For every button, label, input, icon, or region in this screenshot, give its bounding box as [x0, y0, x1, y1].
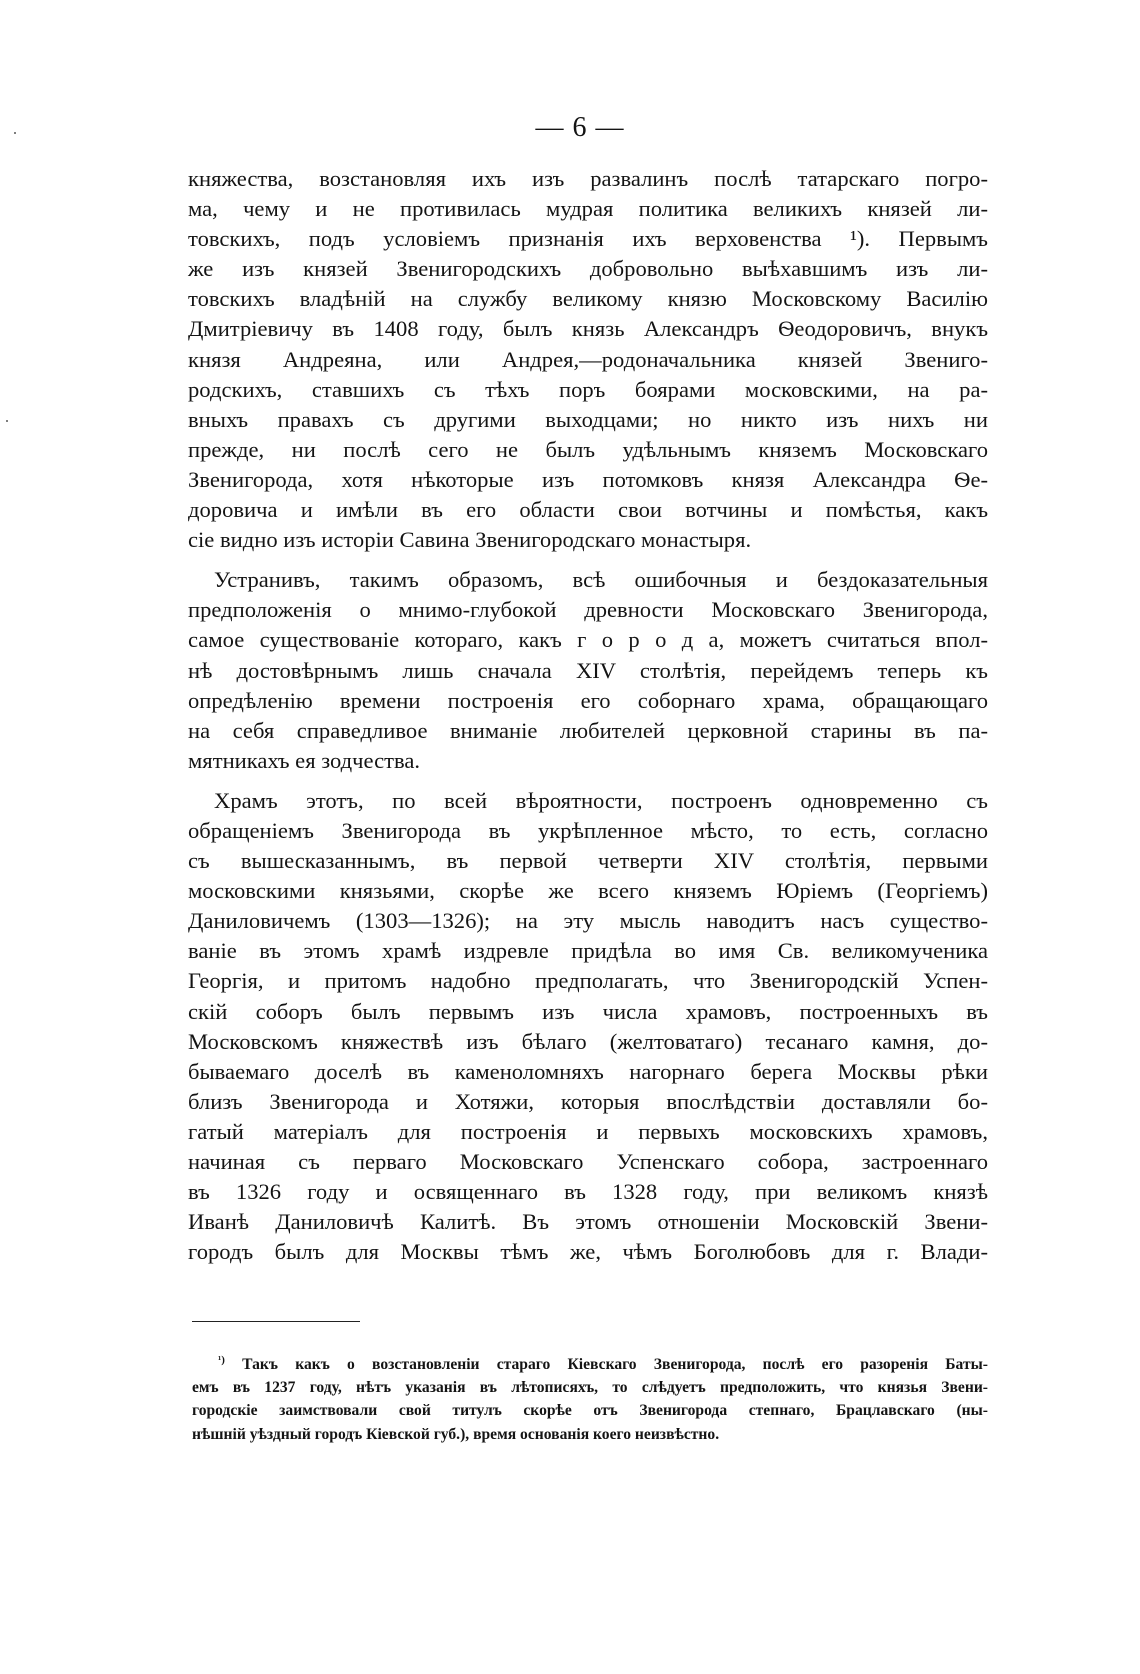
text-line: товскихъ, подъ условіемъ признанія ихъ верховенства ¹). Первымъ: [188, 226, 988, 252]
text-line: Московскомъ княжествѣ изъ бѣлаго (желтоватаго) тесанаго камня, до-: [188, 1028, 988, 1054]
footnote-line: городскіе заимствовали свой титулъ скорѣе отъ Звенигорода степнаго, Брацлавскаго (ны-: [192, 1402, 988, 1420]
text-line: обращеніемъ Звенигорода въ укрѣпленное мѣсто, то есть, согласно: [188, 817, 988, 843]
text-line: Устранивъ, такимъ образомъ, всѣ ошибочныя и бездоказательныя: [214, 567, 988, 593]
text-line: московскими князьями, скорѣе же всего княземъ Юріемъ (Георгіемъ): [188, 878, 988, 904]
text-line: Звенигорода, хотя нѣкоторые изъ потомковъ князя Александра Ѳе-: [188, 466, 988, 492]
paragraph-3: [188, 786, 988, 1268]
text-line: городъ былъ для Москвы тѣмъ же, чѣмъ Боголюбовъ для г. Влади-: [188, 1239, 988, 1265]
text-line: начиная съ перваго Московскаго Успенскаго собора, застроеннаго: [188, 1149, 988, 1174]
text-line: товскихъ владѣній на службу великому князю Московскому Василію: [188, 286, 988, 312]
paragraph-2: [188, 565, 988, 776]
text-line: прежде, ни послѣ сего не былъ удѣльнымъ княземъ Московскаго: [188, 436, 988, 462]
text-line: ваніе въ этомъ храмѣ издревле придѣла во имя Св. великомученика: [188, 938, 988, 964]
text-line: Дмитріевичу въ 1408 году, былъ князь Александръ Ѳеодоровичъ, внукъ: [188, 316, 988, 342]
footnote-line-1: [192, 1353, 988, 1376]
text-line: вныхъ правахъ съ другими выходцами; но никто изъ нихъ ни: [188, 406, 988, 432]
text-line: Даниловичемъ (1303—1326); на эту мысль наводитъ насъ существо-: [188, 908, 988, 934]
text-line: въ 1326 году и освященнаго въ 1328 году, при великомъ князѣ: [188, 1179, 988, 1205]
text-line: предположенія о мнимо-глубокой древности Московскаго Звенигорода,: [188, 597, 988, 623]
footnote-marker: ¹): [218, 1353, 225, 1366]
text-line: Храмъ этотъ, по всей вѣроятности, построенъ одновременно съ: [214, 787, 988, 813]
footnote-text: Такъ какъ о возстановленіи стараго Кіевскаго Звенигорода, послѣ его разоренія Баты-: [242, 1356, 988, 1373]
text-line: Георгія, и притомъ надобно предполагать, что Звенигородскій Успен-: [188, 968, 988, 994]
text-line: Иванѣ Даниловичѣ Калитѣ. Въ этомъ отношеніи Московскій Звени-: [188, 1209, 988, 1235]
body-text: [188, 164, 988, 1277]
text-line: князя Андреяна, или Андрея,—родоначальника князей Звениго-: [188, 346, 988, 372]
text-line: гатый матеріалъ для построенія и первыхъ московскихъ храмовъ,: [188, 1118, 988, 1144]
page-number: — 6 —: [535, 112, 625, 143]
footnote-line: емъ въ 1237 году, нѣтъ указанія въ лѣтописяхъ, то слѣдуетъ предположить, что князья Звени-: [192, 1379, 988, 1397]
text-line: опредѣленію времени построенія его соборнаго храма, обращающаго: [188, 687, 988, 713]
text-line: княжества, возстановляя ихъ изъ развалинъ послѣ татарскаго погро-: [188, 166, 988, 191]
text-line: ма, чему и не противилась мудрая политика великихъ князей ли-: [188, 196, 988, 222]
text-line: бываемаго доселѣ въ каменоломняхъ нагорнаго берега Москвы рѣки: [188, 1058, 988, 1084]
scan-speck: [6, 420, 8, 422]
paragraph-1: [188, 164, 988, 555]
text-line: родскихъ, ставшихъ съ тѣхъ поръ боярами московскими, на ра-: [188, 376, 988, 402]
text-line: самое существованіе котораго, какъ г о р о д а, можетъ считаться впол-: [188, 627, 988, 653]
footnote: [192, 1353, 988, 1446]
footnote-divider: [192, 1321, 360, 1322]
text-line: нѣ достовѣрнымъ лишь сначала XIV столѣтія, перейдемъ теперь къ: [188, 657, 988, 683]
text-line: же изъ князей Звенигородскихъ добровольно выѣхавшимъ изъ ли-: [188, 256, 988, 282]
text-line: сіе видно изъ исторіи Савина Звенигородскаго монастыря.: [188, 527, 752, 553]
footnote-line: нѣшній уѣздный городъ Кіевской губ.), время основанія коего неизвѣстно.: [192, 1425, 720, 1443]
text-line: на себя справедливое вниманіе любителей церковной старины въ па-: [188, 717, 988, 743]
text-line: доровича и имѣли въ его области свои вотчины и помѣстья, какъ: [188, 497, 988, 523]
text-line: съ вышесказаннымъ, въ первой четверти XIV столѣтія, первыми: [188, 848, 988, 874]
text-line: близъ Звенигорода и Хотяжи, которыя впослѣдствіи доставляли бо-: [188, 1088, 988, 1114]
text-line: скій соборъ былъ первымъ изъ числа храмовъ, построенныхъ въ: [188, 998, 988, 1024]
text-line: мятникахъ ея зодчества.: [188, 747, 421, 773]
